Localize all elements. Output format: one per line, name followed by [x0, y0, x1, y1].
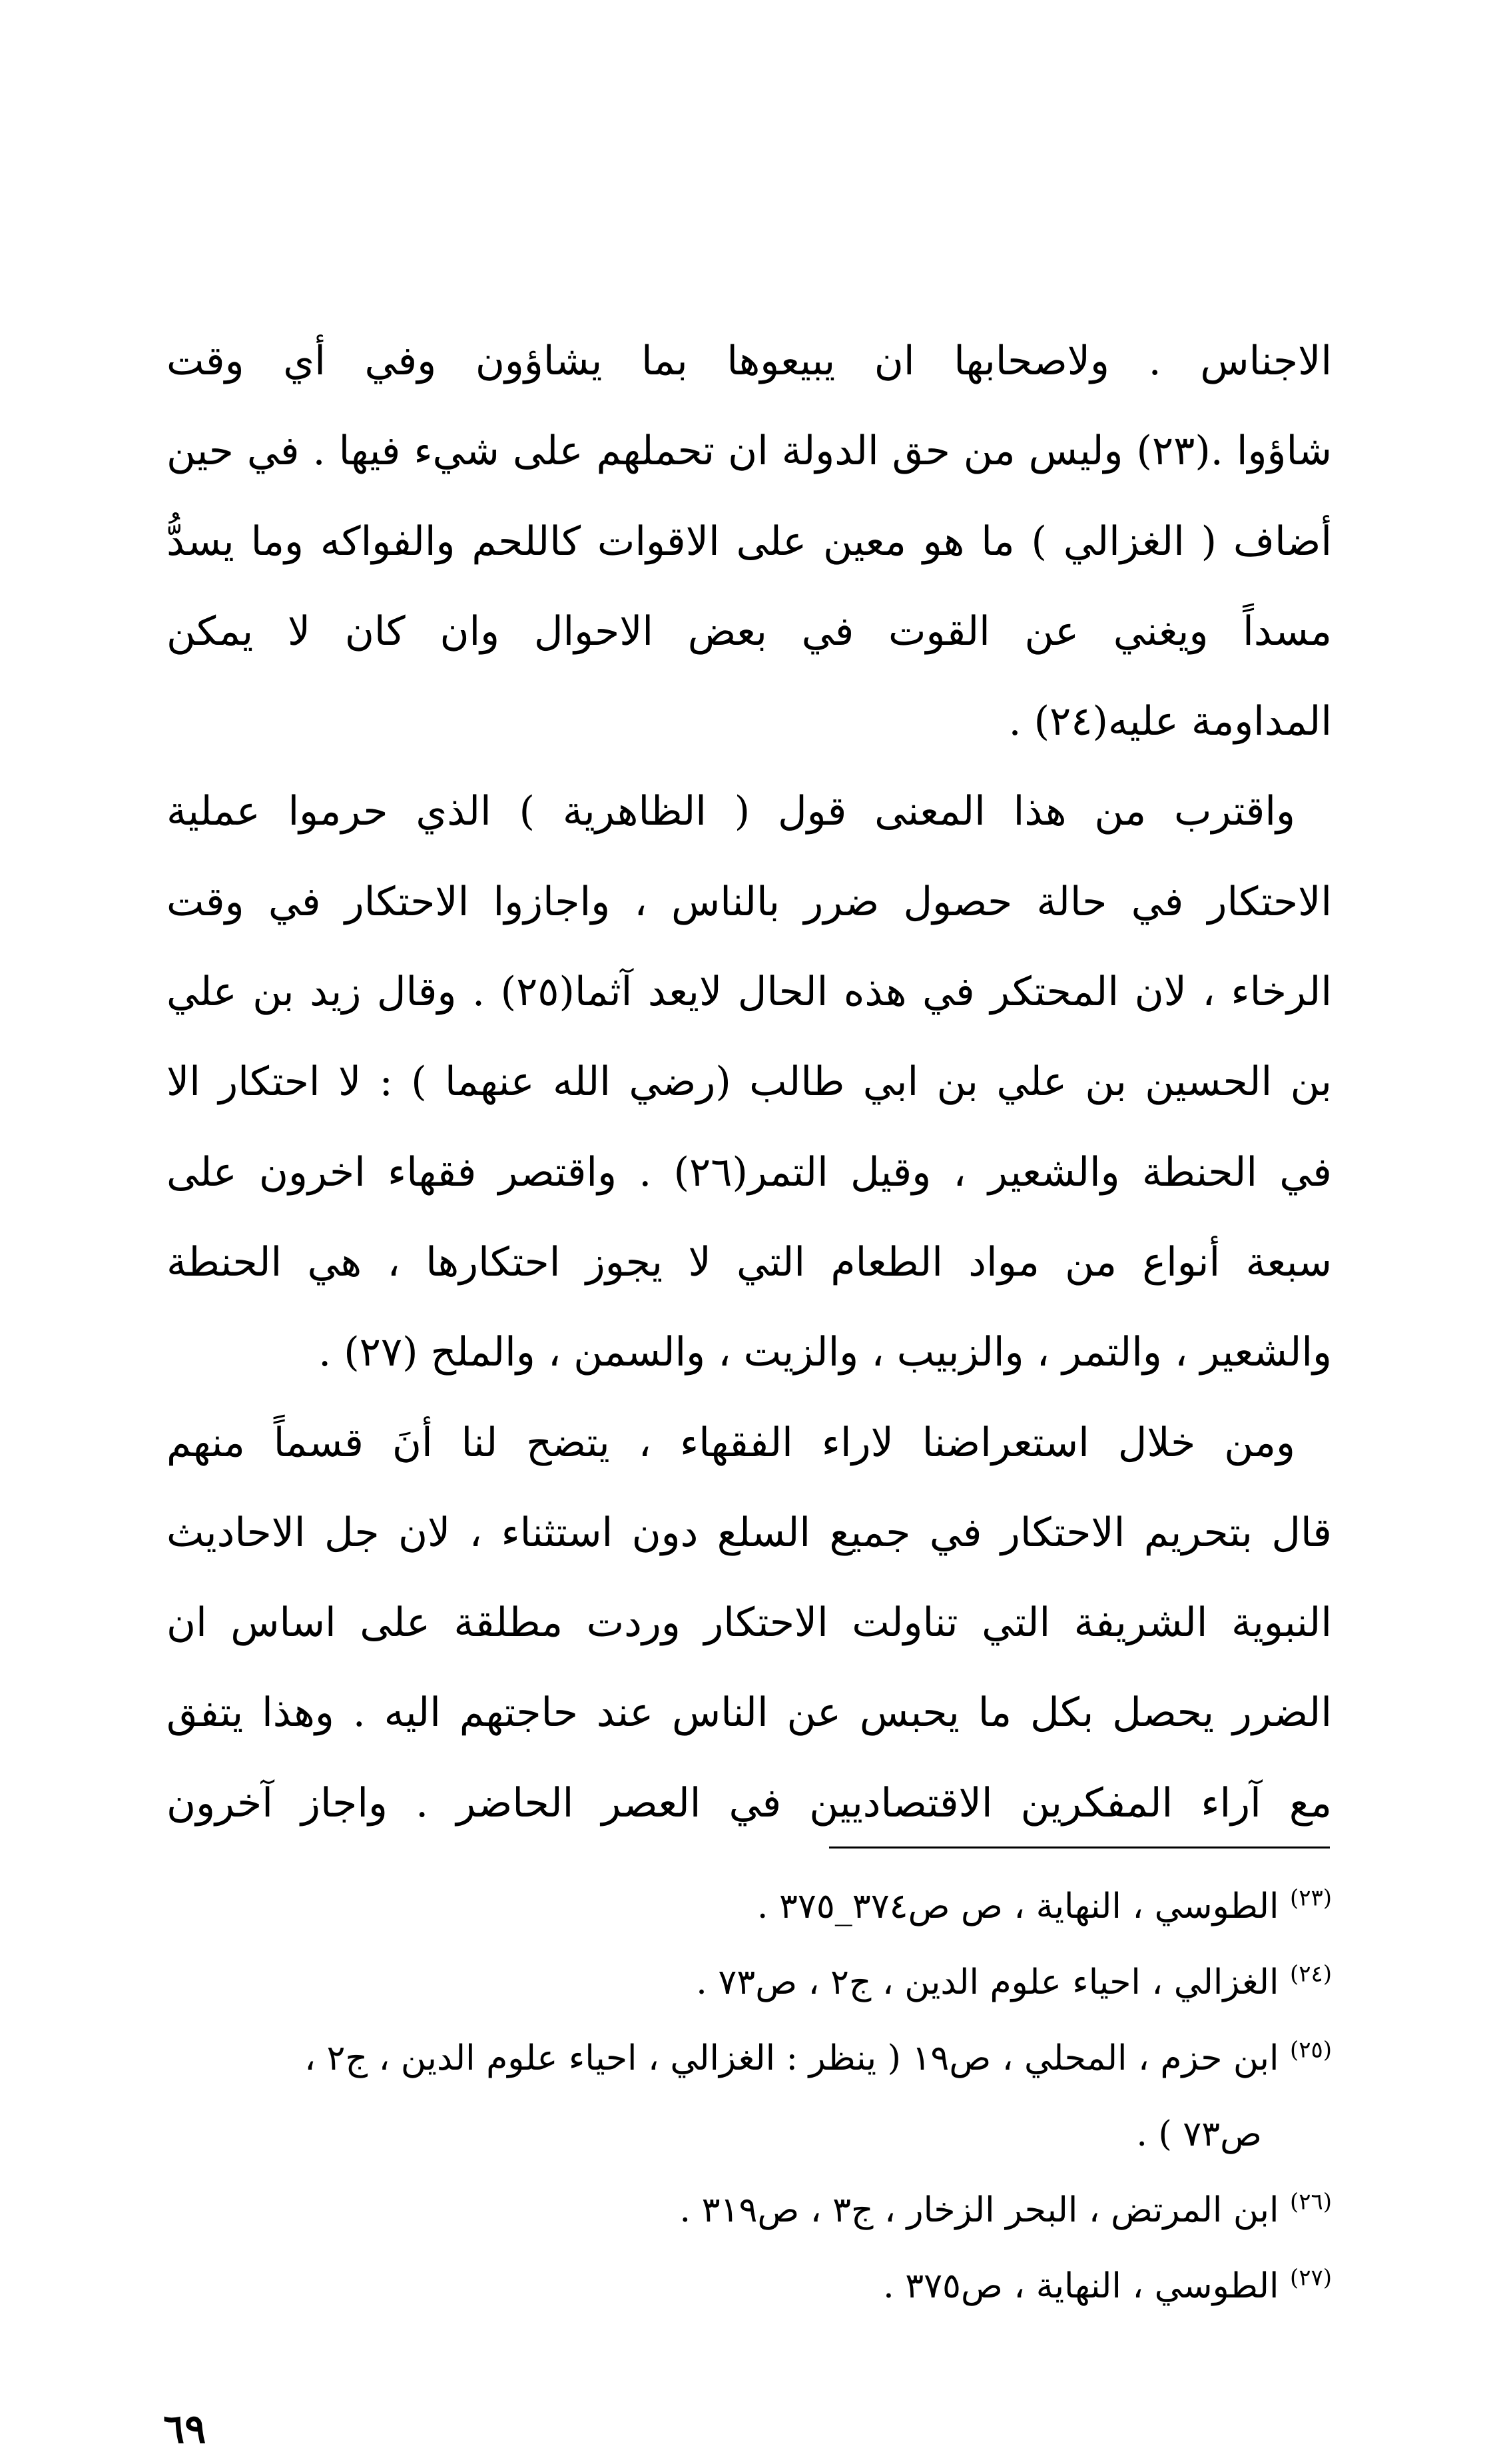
body-line: سبعة أنواع من مواد الطعام التي لا يجوز احتكارها ، هي الحنطة: [166, 1238, 1332, 1286]
body-line: شاؤوا .(٢٣) وليس من حق الدولة ان تحملهم على شيء فيها . في حين: [166, 428, 1332, 475]
body-line: والشعير ، والتمر ، والزبيب ، والزيت ، والسمن ، والملح (٢٧) .: [318, 1329, 1332, 1376]
footnote-text: الطوسي ، النهاية ، ص ص٣٧٤_٣٧٥ .: [756, 1886, 1279, 1926]
body-line: بن الحسين بن علي بن ابي طالب (رضي الله عنهما ) : لا احتكار الا: [166, 1058, 1332, 1106]
footnote-text: الطوسي ، النهاية ، ص٣٧٥ .: [883, 2266, 1279, 2306]
footnote-number: (٢٧): [1289, 2264, 1332, 2291]
footnote: [166, 1944, 1332, 2020]
footnote: [166, 2248, 1332, 2324]
body-line: مسداً ويغني عن القوت في بعض الاحوال وان كان لا يمكن: [166, 608, 1332, 655]
footnote: [166, 2020, 1332, 2096]
footnote-text: الغزالي ، احياء علوم الدين ، ج٢ ، ص٧٣ .: [696, 1962, 1279, 2002]
body-line: الاحتكار في حالة حصول ضرر بالناس ، واجازوا الاحتكار في وقت: [166, 878, 1332, 925]
body-line: أضاف ( الغزالي ) ما هو معين على الاقوات كاللحم والفواكه وما يسدُّ: [166, 518, 1332, 565]
footnote-divider: [829, 1847, 1330, 1848]
body-line: الضرر يحصل بكل ما يحبس عن الناس عند حاجتهم اليه . وهذا يتفق: [166, 1689, 1332, 1737]
body-line: قال بتحريم الاحتكار في جميع السلع دون استثناء ، لان جل الاحاديث: [166, 1509, 1332, 1556]
footnote-number: (٢٦): [1289, 2188, 1332, 2216]
footnote: [166, 1868, 1332, 1944]
page-number: ٦٩: [163, 2406, 206, 2453]
body-line: واقترب من هذا المعنى قول ( الظاهرية ) الذي حرموا عملية: [166, 788, 1295, 835]
footnote-number: (٢٤): [1289, 1960, 1332, 1988]
footnotes: [166, 1868, 1332, 2324]
body-line: الرخاء ، لان المحتكر في هذه الحال لايعد آثما(٢٥) . وقال زيد بن علي: [166, 969, 1332, 1016]
footnote: [166, 2172, 1332, 2248]
footnote-number: (٢٥): [1289, 2036, 1332, 2064]
footnote-text: ابن حزم ، المحلي ، ص١٩ ( ينظر : الغزالي ، احياء علوم الدين ، ج٢ ،: [304, 2038, 1279, 2078]
body-text: [166, 316, 1332, 1848]
footnote-text: ابن المرتض ، البحر الزخار ، ج٣ ، ص٣١٩ .: [679, 2190, 1279, 2230]
body-line: المداومة عليه(٢٤) .: [1008, 698, 1332, 745]
footnote-continuation: [166, 2096, 1332, 2172]
body-line: الاجناس . ولاصحابها ان يبيعوها بما يشاؤون وفي أي وقت: [166, 338, 1332, 384]
body-line: ومن خلال استعراضنا لاراء الفقهاء ، يتضح لنا أنَ قسماً منهم: [166, 1419, 1295, 1466]
footnote-text: ص٧٣ ) .: [1136, 2114, 1262, 2154]
body-line: في الحنطة والشعير ، وقيل التمر(٢٦) . واقتصر فقهاء اخرون على: [166, 1148, 1332, 1196]
footnote-number: (٢٣): [1289, 1884, 1332, 1912]
body-line: النبوية الشريفة التي تناولت الاحتكار وردت مطلقة على اساس ان: [166, 1599, 1332, 1647]
body-line: مع آراء المفكرين الاقتصاديين في العصر الحاضر . واجاز آخرون: [166, 1779, 1332, 1827]
